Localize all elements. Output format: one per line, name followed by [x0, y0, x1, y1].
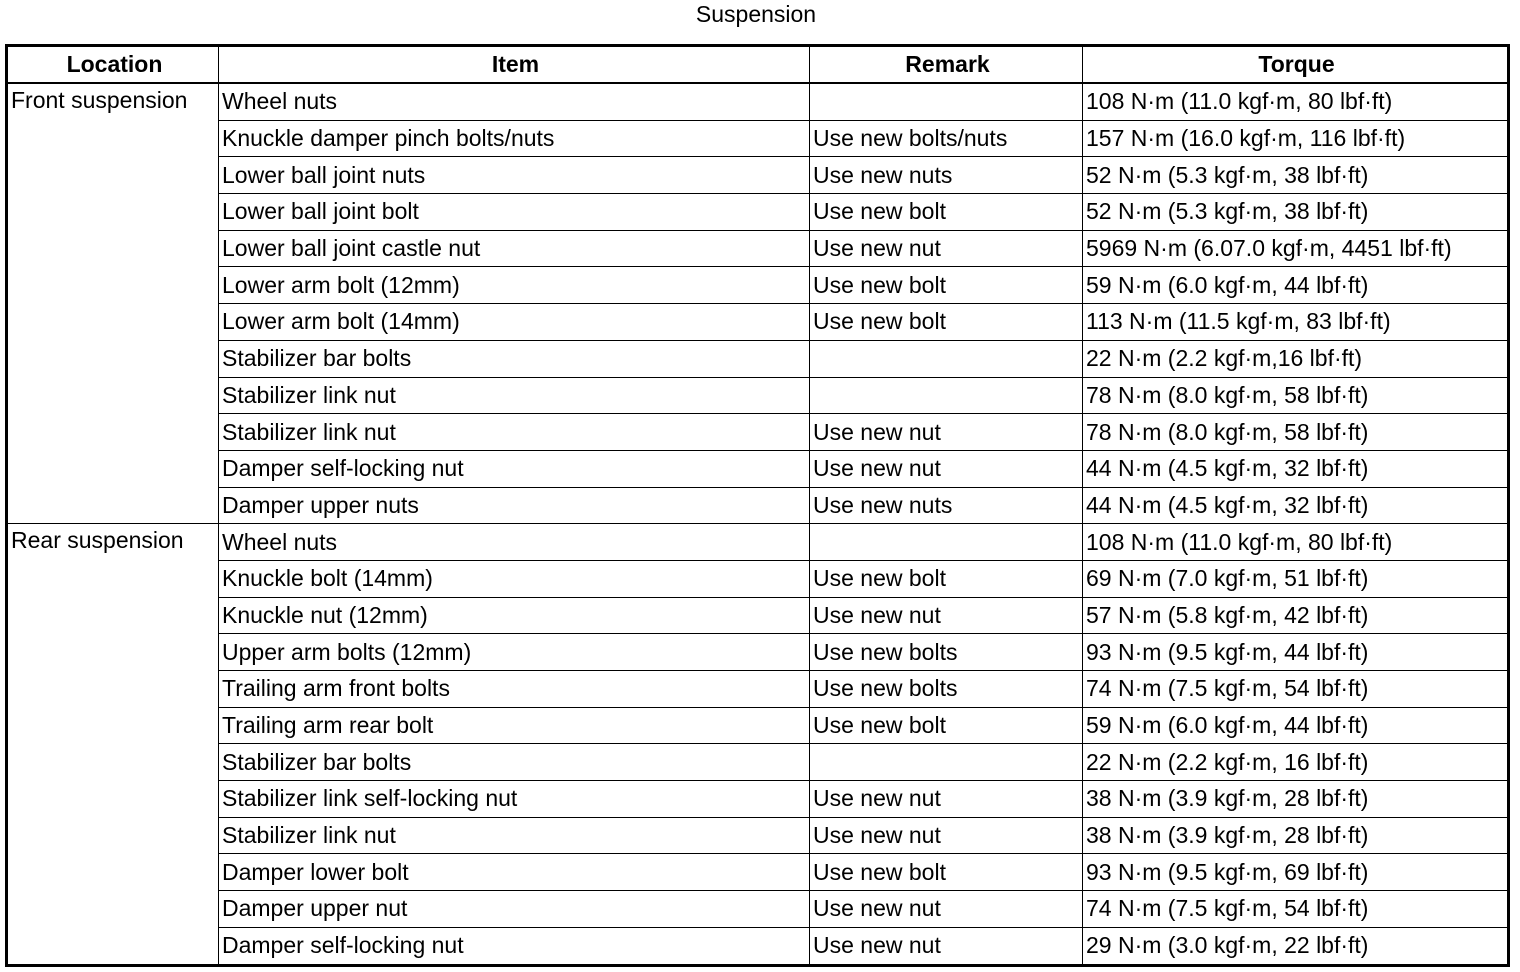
item-cell: Stabilizer link nut [219, 817, 810, 854]
table-row [7, 194, 1509, 231]
item-cell: Lower arm bolt (12mm) [219, 267, 810, 304]
remark-cell: Use new nut [810, 781, 1083, 818]
item-cell: Stabilizer link nut [219, 377, 810, 414]
table-row [7, 340, 1509, 377]
torque-cell: 157 N·m (16.0 kgf·m, 116 lbf·ft) [1083, 120, 1509, 157]
item-cell: Trailing arm front bolts [219, 671, 810, 708]
torque-cell: 74 N·m (7.5 kgf·m, 54 lbf·ft) [1083, 671, 1509, 708]
remark-cell: Use new bolt [810, 707, 1083, 744]
table-row [7, 744, 1509, 781]
location-cell: Rear suspension [7, 524, 219, 965]
table-row [7, 267, 1509, 304]
torque-cell: 93 N·m (9.5 kgf·m, 69 lbf·ft) [1083, 854, 1509, 891]
table-body [7, 83, 1509, 965]
table-row [7, 157, 1509, 194]
torque-cell: 38 N·m (3.9 kgf·m, 28 lbf·ft) [1083, 781, 1509, 818]
torque-spec-table [5, 44, 1510, 967]
location-cell: Front suspension [7, 83, 219, 524]
torque-cell: 78 N·m (8.0 kgf·m, 58 lbf·ft) [1083, 377, 1509, 414]
torque-cell: 22 N·m (2.2 kgf·m,16 lbf·ft) [1083, 340, 1509, 377]
remark-cell: Use new bolt [810, 194, 1083, 231]
table-row [7, 817, 1509, 854]
remark-cell [810, 83, 1083, 120]
torque-cell: 74 N·m (7.5 kgf·m, 54 lbf·ft) [1083, 891, 1509, 928]
torque-cell: 38 N·m (3.9 kgf·m, 28 lbf·ft) [1083, 817, 1509, 854]
item-cell: Lower arm bolt (14mm) [219, 304, 810, 341]
torque-cell: 59 N·m (6.0 kgf·m, 44 lbf·ft) [1083, 267, 1509, 304]
table-row [7, 120, 1509, 157]
remark-cell [810, 377, 1083, 414]
remark-cell: Use new bolt [810, 560, 1083, 597]
item-cell: Lower ball joint bolt [219, 194, 810, 231]
table-caption: Suspension [695, 1, 817, 27]
torque-cell: 22 N·m (2.2 kgf·m, 16 lbf·ft) [1083, 744, 1509, 781]
remark-cell: Use new bolt [810, 267, 1083, 304]
table-header [7, 46, 1509, 84]
table-row [7, 377, 1509, 414]
table-row [7, 707, 1509, 744]
remark-cell: Use new bolt [810, 304, 1083, 341]
remark-cell: Use new nut [810, 450, 1083, 487]
remark-cell: Use new bolt [810, 854, 1083, 891]
item-cell: Damper self-locking nut [219, 450, 810, 487]
torque-cell: 108 N·m (11.0 kgf·m, 80 lbf·ft) [1083, 83, 1509, 120]
remark-cell: Use new nuts [810, 157, 1083, 194]
table-row [7, 597, 1509, 634]
table-row [7, 854, 1509, 891]
torque-cell: 108 N·m (11.0 kgf·m, 80 lbf·ft) [1083, 524, 1509, 561]
table-row [7, 524, 1509, 561]
torque-cell: 93 N·m (9.5 kgf·m, 44 lbf·ft) [1083, 634, 1509, 671]
remark-cell: Use new bolts/nuts [810, 120, 1083, 157]
remark-cell [810, 744, 1083, 781]
torque-cell: 78 N·m (8.0 kgf·m, 58 lbf·ft) [1083, 414, 1509, 451]
item-cell: Trailing arm rear bolt [219, 707, 810, 744]
item-cell: Wheel nuts [219, 83, 810, 120]
torque-cell: 52 N·m (5.3 kgf·m, 38 lbf·ft) [1083, 157, 1509, 194]
remark-cell: Use new nut [810, 414, 1083, 451]
table-row [7, 230, 1509, 267]
item-cell: Stabilizer bar bolts [219, 340, 810, 377]
item-cell: Damper self-locking nut [219, 927, 810, 965]
table-row [7, 304, 1509, 341]
column-header-remark: Remark [810, 46, 1083, 84]
item-cell: Damper upper nut [219, 891, 810, 928]
column-header-torque: Torque [1083, 46, 1509, 84]
item-cell: Damper upper nuts [219, 487, 810, 524]
header-row [7, 46, 1509, 84]
torque-cell: 29 N·m (3.0 kgf·m, 22 lbf·ft) [1083, 927, 1509, 965]
item-cell: Wheel nuts [219, 524, 810, 561]
remark-cell: Use new nut [810, 891, 1083, 928]
table-row [7, 487, 1509, 524]
torque-cell: 57 N·m (5.8 kgf·m, 42 lbf·ft) [1083, 597, 1509, 634]
table-row [7, 781, 1509, 818]
item-cell: Knuckle nut (12mm) [219, 597, 810, 634]
column-header-location: Location [7, 46, 219, 84]
remark-cell [810, 524, 1083, 561]
item-cell: Upper arm bolts (12mm) [219, 634, 810, 671]
table-row [7, 634, 1509, 671]
remark-cell: Use new nut [810, 597, 1083, 634]
table-row [7, 414, 1509, 451]
table-row [7, 891, 1509, 928]
table-row [7, 560, 1509, 597]
torque-cell: 52 N·m (5.3 kgf·m, 38 lbf·ft) [1083, 194, 1509, 231]
table-row [7, 450, 1509, 487]
remark-cell: Use new nut [810, 230, 1083, 267]
torque-cell: 44 N·m (4.5 kgf·m, 32 lbf·ft) [1083, 450, 1509, 487]
table-row [7, 83, 1509, 120]
item-cell: Lower ball joint castle nut [219, 230, 810, 267]
torque-cell: 59 N·m (6.0 kgf·m, 44 lbf·ft) [1083, 707, 1509, 744]
item-cell: Stabilizer bar bolts [219, 744, 810, 781]
remark-cell: Use new nut [810, 927, 1083, 965]
remark-cell: Use new bolts [810, 671, 1083, 708]
torque-cell: 113 N·m (11.5 kgf·m, 83 lbf·ft) [1083, 304, 1509, 341]
remark-cell [810, 340, 1083, 377]
item-cell: Damper lower bolt [219, 854, 810, 891]
remark-cell: Use new nuts [810, 487, 1083, 524]
column-header-item: Item [219, 46, 810, 84]
item-cell: Stabilizer link self-locking nut [219, 781, 810, 818]
table-row [7, 671, 1509, 708]
torque-cell: 5969 N·m (6.07.0 kgf·m, 4451 lbf·ft) [1083, 230, 1509, 267]
item-cell: Knuckle damper pinch bolts/nuts [219, 120, 810, 157]
torque-cell: 44 N·m (4.5 kgf·m, 32 lbf·ft) [1083, 487, 1509, 524]
remark-cell: Use new nut [810, 817, 1083, 854]
remark-cell: Use new bolts [810, 634, 1083, 671]
item-cell: Stabilizer link nut [219, 414, 810, 451]
item-cell: Knuckle bolt (14mm) [219, 560, 810, 597]
table-row [7, 927, 1509, 965]
torque-cell: 69 N·m (7.0 kgf·m, 51 lbf·ft) [1083, 560, 1509, 597]
item-cell: Lower ball joint nuts [219, 157, 810, 194]
